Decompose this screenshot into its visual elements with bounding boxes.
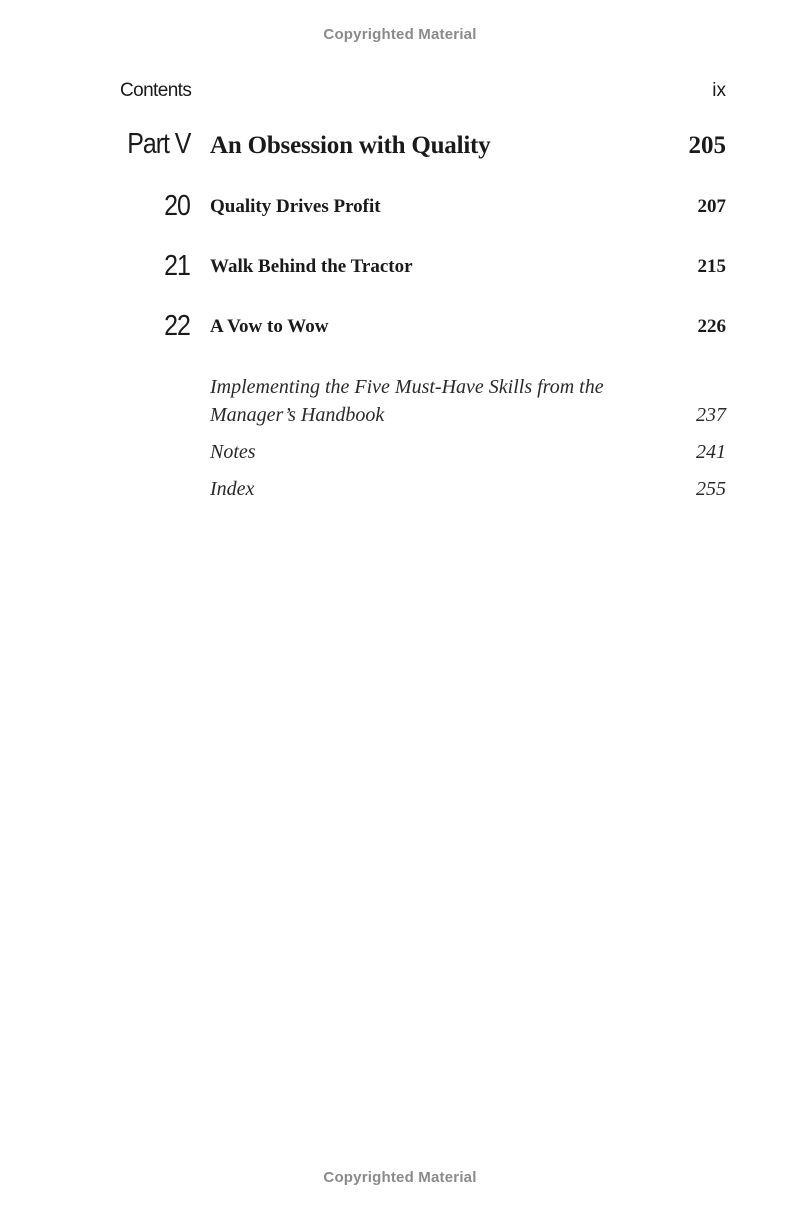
toc-back-matter-entry [210,475,726,503]
back-matter-title: Implementing the Five Must-Have Skills from the Manager’s Handbook [210,376,604,426]
back-matter-title: Index [210,478,255,500]
toc-chapter-entry [120,310,726,344]
running-head-page-number: ix [712,80,726,101]
running-head [120,80,726,104]
chapter-page-number: 215 [697,256,726,277]
copyright-watermark-top: Copyrighted Material [323,26,477,43]
chapter-title: A Vow to Wow [210,316,329,337]
toc-back-matter-entry [210,438,726,466]
back-matter-title: Notes [210,441,256,463]
back-matter-page-number: 237 [696,404,726,426]
chapter-number: 22 [164,310,190,342]
back-matter-page-number: 241 [696,441,726,463]
toc-chapter-entry [120,190,726,224]
chapter-page-number: 207 [697,196,726,217]
chapter-page-number: 226 [697,316,726,337]
part-page-number: 205 [688,132,726,159]
chapter-number: 20 [164,190,190,222]
toc-part-entry [120,128,726,168]
part-label: Part V [126,128,190,160]
part-title: An Obsession with Quality [210,132,491,159]
chapter-number: 21 [164,250,190,282]
toc-back-matter-entry [210,373,726,429]
chapter-title: Quality Drives Profit [210,196,381,217]
back-matter-page-number: 255 [696,478,726,500]
copyright-watermark-bottom: Copyrighted Material [323,1169,477,1186]
chapter-title: Walk Behind the Tractor [210,256,413,277]
toc-chapter-entry [120,250,726,284]
running-head-section: Contents [120,80,192,101]
